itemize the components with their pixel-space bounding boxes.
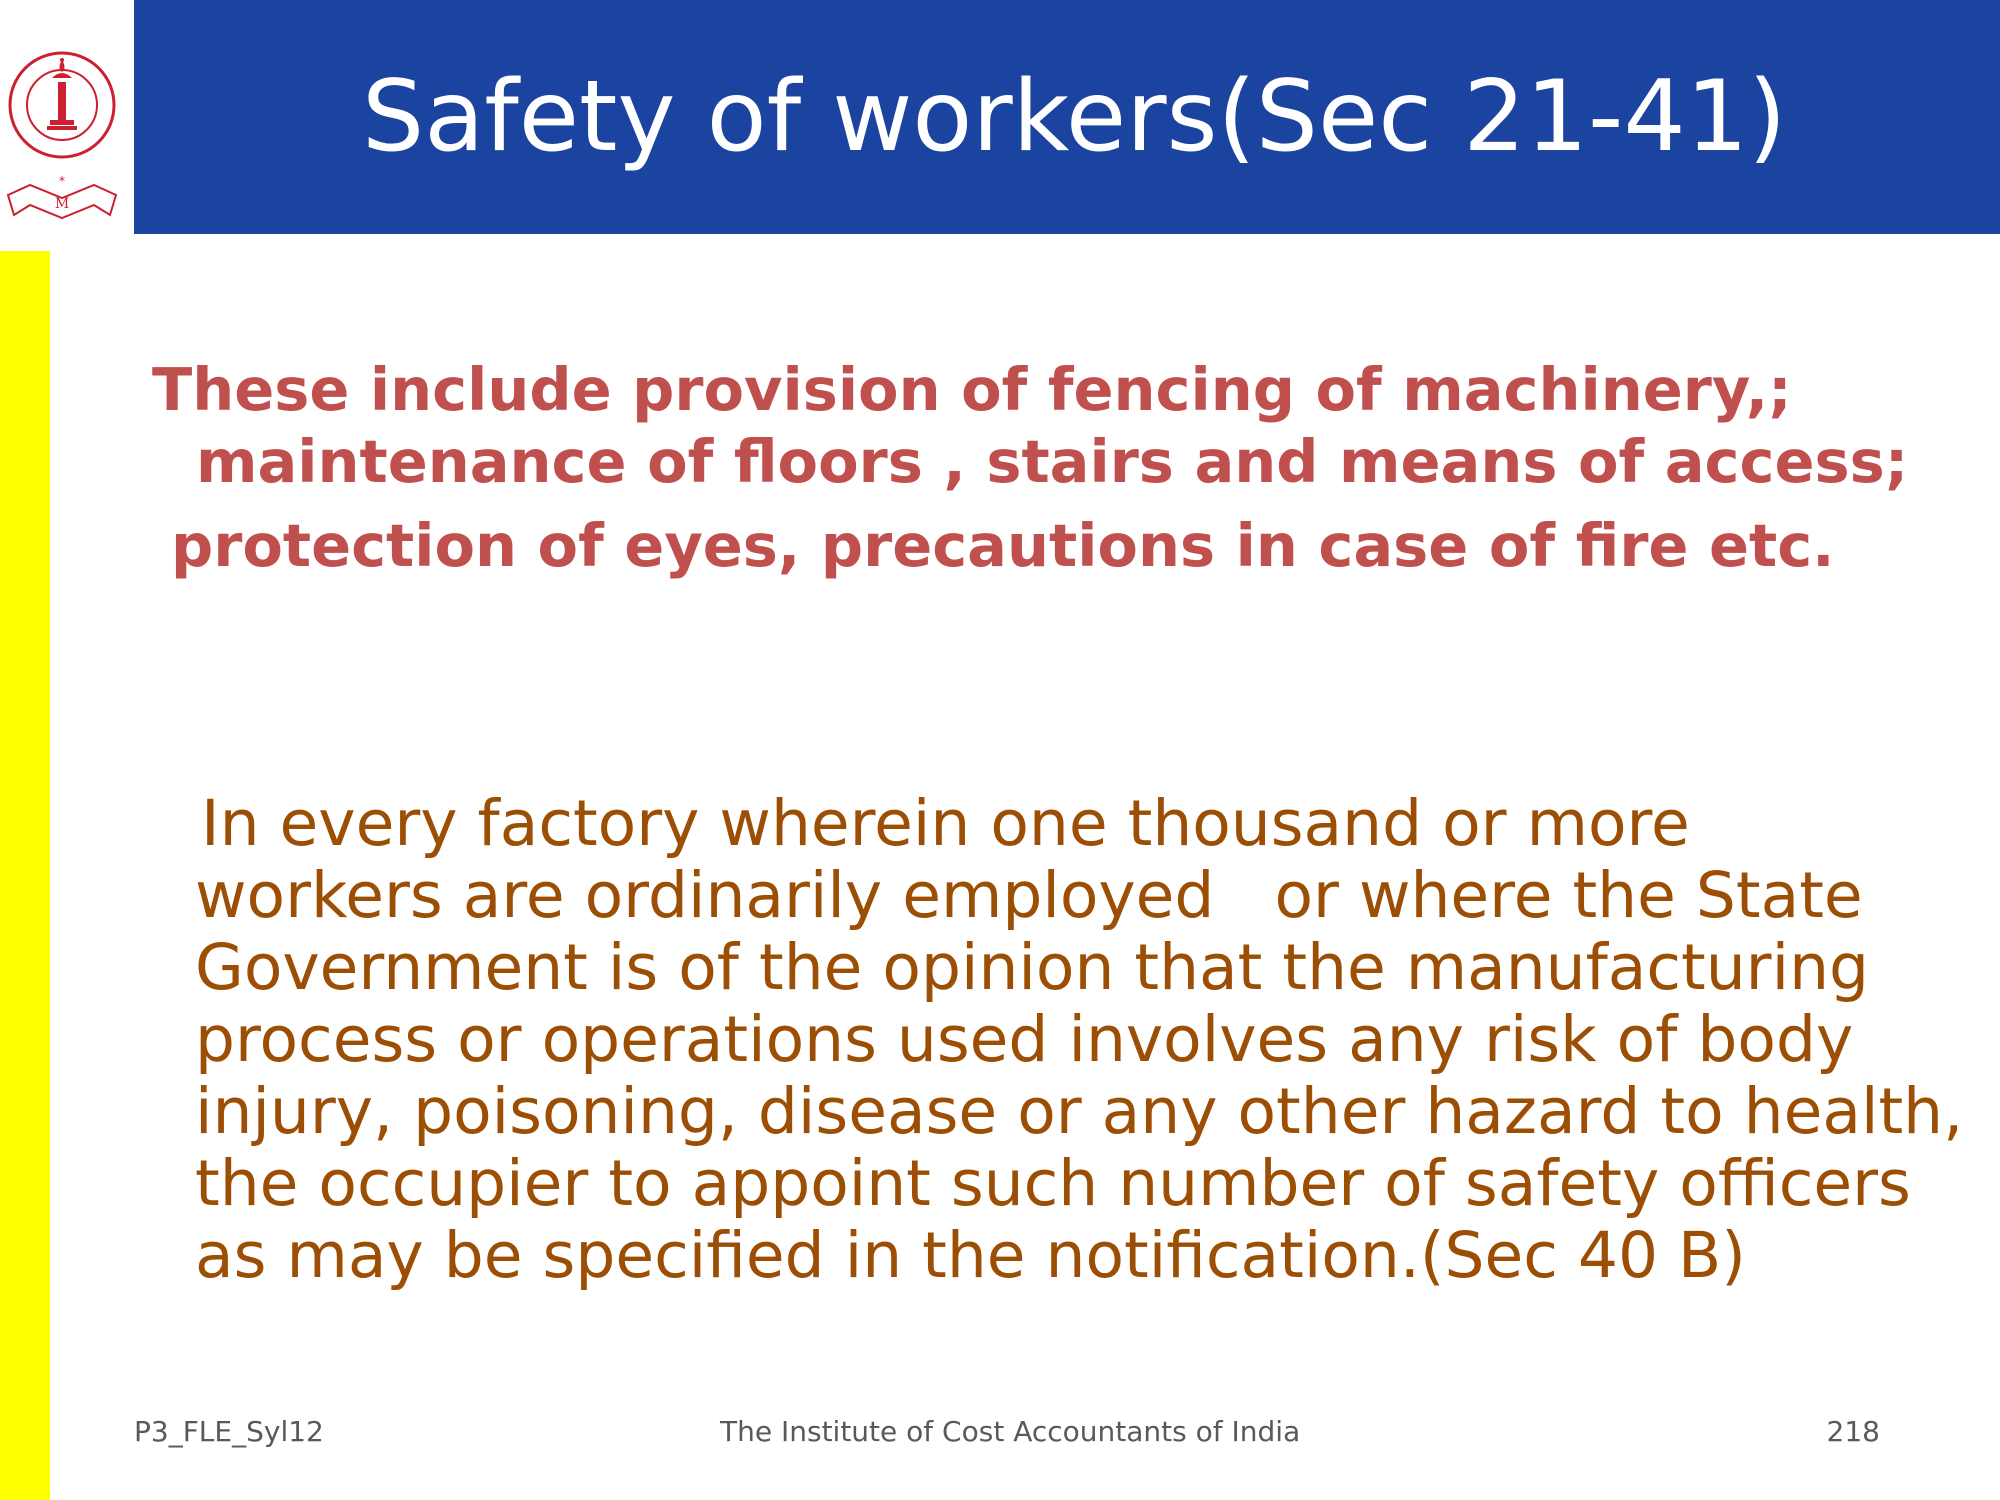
body-paragraph [195, 787, 1964, 1292]
page-title: Safety of workers(Sec 21-41) [362, 60, 1787, 174]
svg-text:M: M [54, 196, 70, 212]
footer-institute-name: The Institute of Cost Accountants of India [720, 1415, 1301, 1448]
footer-page-number: 218 [1826, 1415, 1880, 1448]
institute-logo [0, 0, 134, 234]
highlight-paragraph [152, 354, 1932, 582]
body-line: process or operations used involves any risk of body [195, 1003, 1854, 1076]
body-line: the occupier to appoint such number of safety officers [195, 1147, 1911, 1220]
footer-course-code: P3_FLE_Syl12 [134, 1415, 324, 1448]
body-line: as may be specified in the notification.(Sec 40 B) [195, 1219, 1746, 1292]
institute-emblem-icon [0, 0, 134, 234]
highlight-line: These include provision of fencing of machinery,; [152, 355, 1792, 424]
highlight-line: protection of eyes, precautions in case of fire etc. [171, 511, 1835, 580]
body-line: injury, poisoning, disease or any other hazard to health, [195, 1075, 1964, 1148]
side-accent-bar [0, 251, 50, 1500]
svg-text:*: * [59, 174, 65, 188]
body-line: Government is of the opinion that the manufacturing [195, 931, 1869, 1004]
body-line: In every factory wherein one thousand or more [201, 787, 1690, 860]
body-line: workers are ordinarily employed or where the State [195, 859, 1863, 932]
highlight-line: maintenance of floors , stairs and means of access; [196, 427, 1909, 496]
